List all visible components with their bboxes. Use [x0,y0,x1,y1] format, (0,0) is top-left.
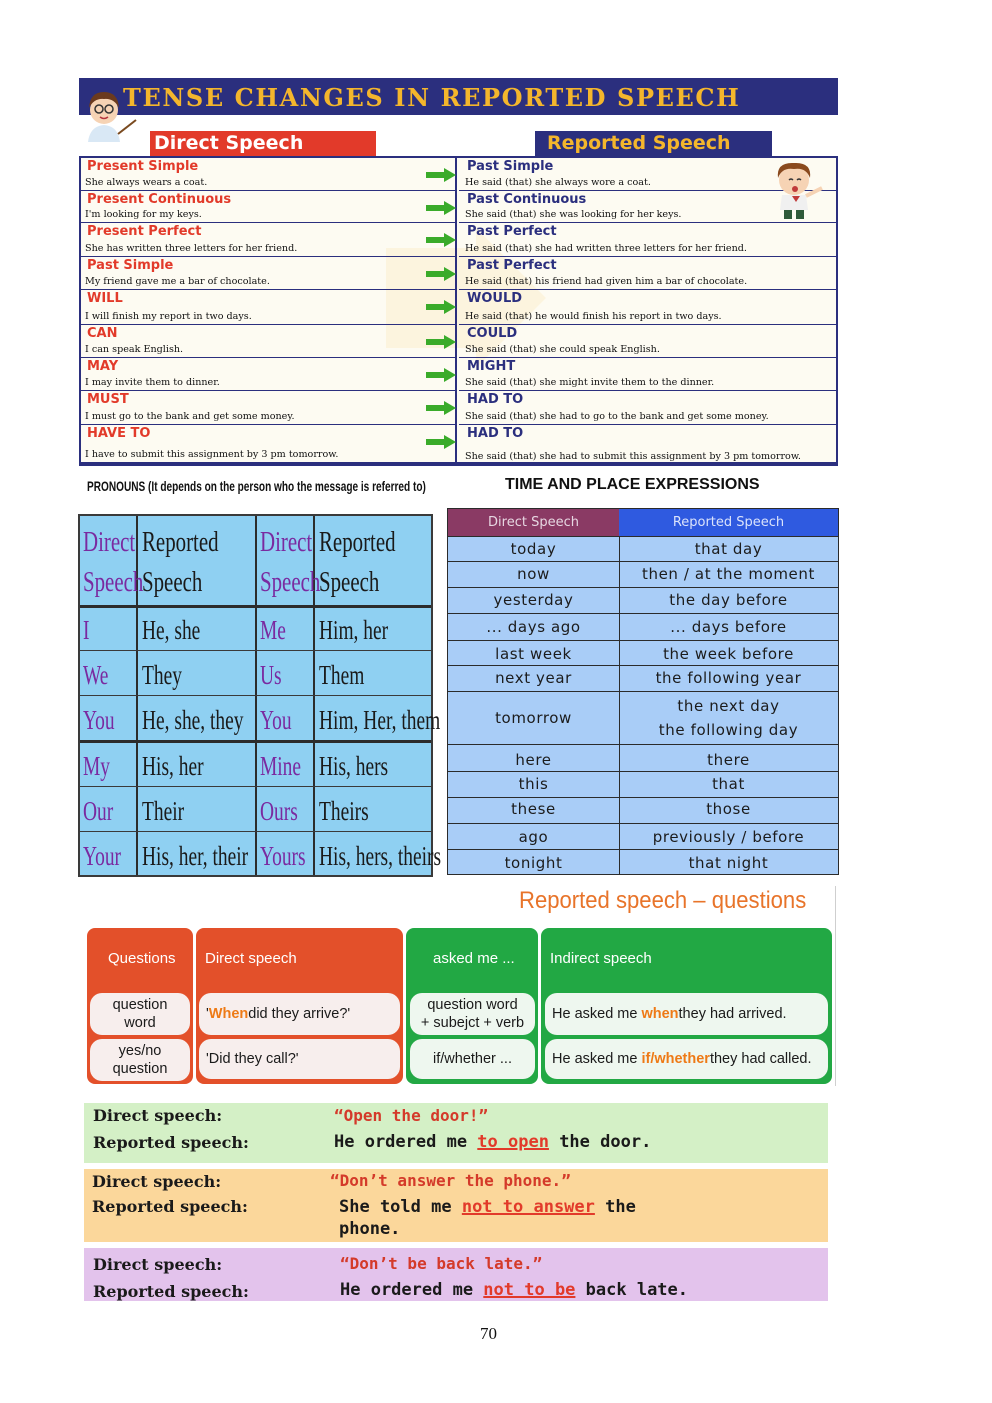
pronoun-cell: Me [260,615,286,645]
arrow-right-icon [426,401,456,415]
time-cell: previously / before [652,828,805,846]
tense-row: CAN I can speak English. COULD She said (that) she could speak English. [81,325,836,358]
tense-row: WILL I will finish my report in two days. WOULD He said (that) he would finish his report in two days. [81,290,836,325]
tense-row: MUST I must go to the bank and get some money. HAD TO She said (that) she had to go to the bank and get some money. [81,391,836,425]
time-cell: now [517,565,550,583]
time-cell: today [510,540,557,558]
tense-row: Past Simple My friend gave me a bar of chocolate. Past Perfect He said (that) his friend had given him a bar of chocolate. [81,257,836,290]
pronouns-table [78,514,442,877]
pronoun-cell: He, she, they [142,705,244,735]
direct-example-pill: ' When did they arrive?' [199,993,400,1035]
pronoun-cell: His, her [142,751,204,781]
pronoun-header: Speech [260,566,321,598]
time-cell: tomorrow [495,709,572,727]
tense-row: MAY I may invite them to dinner. MIGHT She said (that) she might invite them to the dinner. [81,358,836,391]
time-cell: the week before [663,645,794,663]
time-cell: ... days ago [486,618,581,636]
pronoun-cell: Them [319,660,365,690]
time-cell: yesterday [493,591,574,609]
arrow-right-icon [426,435,456,449]
time-header-reported: Reported Speech [619,509,838,536]
pronoun-cell: Our [83,796,114,826]
time-cell: the following day [658,721,799,739]
pronoun-cell: His, hers, theirs [319,841,442,871]
indirect-example-pill: He asked me when they had arrived. [545,993,828,1035]
indirect-col-header: Indirect speech [550,950,652,967]
questions-col-header: Questions [108,950,176,967]
time-header-direct: Direct Speech [448,509,619,536]
arrow-right-icon [426,368,456,382]
pronoun-cell: Your [83,841,122,871]
direct-example-pill: 'Did they call?' [199,1039,400,1079]
time-cell: then / at the moment [642,565,815,583]
time-cell: the following year [655,669,802,687]
time-cell: that day [694,540,763,558]
time-cell: last week [495,645,572,663]
imperative-example: Direct speech: “Open the door!” Reported speech: He ordered me to open the door. [84,1103,828,1163]
question-type-pill: yes/no question [90,1039,190,1081]
pronoun-header: Direct [83,526,136,558]
direct-col-header: Direct speech [205,950,297,967]
pronoun-header: Reported [319,526,396,558]
pronoun-cell: You [260,705,292,735]
pronoun-cell: His, her, their [142,841,249,871]
pronoun-cell: He, she [142,615,201,645]
time-cell: that night [688,854,769,872]
pronoun-cell: We [83,660,109,690]
page-number: 70 [480,1324,497,1343]
pronoun-cell: Him, her [319,615,389,645]
arrow-right-icon [426,168,456,182]
teacher-icon [80,84,140,142]
divider [835,886,836,1086]
arrow-right-icon [426,300,456,314]
tense-row: Present Continuous I'm looking for my keys. Past Continuous She said (that) she was looking for her keys. [81,191,836,223]
pronoun-cell: Him, Her, them [319,705,441,735]
connector-pill: question word + subejct + verb [410,993,535,1035]
pronoun-cell: They [142,660,182,690]
pronoun-header: Reported [142,526,219,558]
connector-pill: if/whether ... [410,1039,535,1079]
arrow-right-icon [426,233,456,247]
time-cell: here [515,751,552,769]
arrow-right-icon [426,201,456,215]
time-cell: that [712,775,745,793]
time-cell: the day before [669,591,788,609]
boy-icon [762,158,830,220]
time-cell: there [707,751,750,769]
pronoun-cell: Mine [260,751,302,781]
direct-speech-heading: Direct Speech [150,131,376,156]
time-cell: these [511,800,556,818]
time-cell: next year [495,669,572,687]
imperative-example: Direct speech: “Don’t be back late.” Reported speech: He ordered me not to be back late. [84,1248,828,1301]
pronoun-cell: His, hers [319,751,389,781]
imperative-example: Direct speech: “Don’t answer the phone.” Reported speech: She told me not to answer the phone. [84,1169,828,1242]
tense-row: Present Simple She always wears a coat. Past Simple He said (that) she always wore a coat. [81,158,836,191]
time-place-heading: TIME AND PLACE EXPRESSIONS [505,476,760,493]
time-cell: ... days before [670,618,787,636]
reported-speech-heading: Reported Speech [535,131,772,156]
tense-row: HAVE TO I have to submit this assignment by 3 pm tomorrow. HAD TO She said (that) she had to submit this assignment by 3 pm tomorrow. [81,425,836,462]
asked-col-header: asked me ... [433,950,515,967]
pronoun-cell: You [83,705,115,735]
pronouns-heading: PRONOUNS (It depends on the person who the message is referred to) [87,478,426,494]
time-cell: the next day [677,697,780,715]
question-type-pill: question word [90,993,190,1035]
pronoun-header: Direct [260,526,313,558]
arrow-right-icon [426,335,456,349]
pronoun-header: Speech [142,566,203,598]
time-cell: those [706,800,751,818]
arrow-right-icon [426,267,456,281]
pronoun-cell: Yours [260,841,306,871]
pronoun-cell: I [83,615,90,645]
indirect-example-pill: He asked me if/whether they had called. [545,1039,828,1079]
pronoun-cell: Ours [260,796,298,826]
time-cell: this [518,775,549,793]
questions-title: Reported speech – questions [519,887,807,914]
pronoun-cell: Their [142,796,185,826]
tense-chart-title: TENSE CHANGES IN REPORTED SPEECH [123,83,741,112]
tense-row: Present Perfect She has written three letters for her friend. Past Perfect He said (that) she had written three letters for her friend. [81,223,836,257]
pronoun-header: Speech [319,566,380,598]
time-cell: tonight [504,854,563,872]
time-place-table [447,508,839,875]
pronoun-cell: My [83,751,111,781]
pronoun-header: Speech [83,566,144,598]
pronoun-cell: Us [260,660,282,690]
time-cell: ago [518,828,549,846]
pronoun-cell: Theirs [319,796,369,826]
